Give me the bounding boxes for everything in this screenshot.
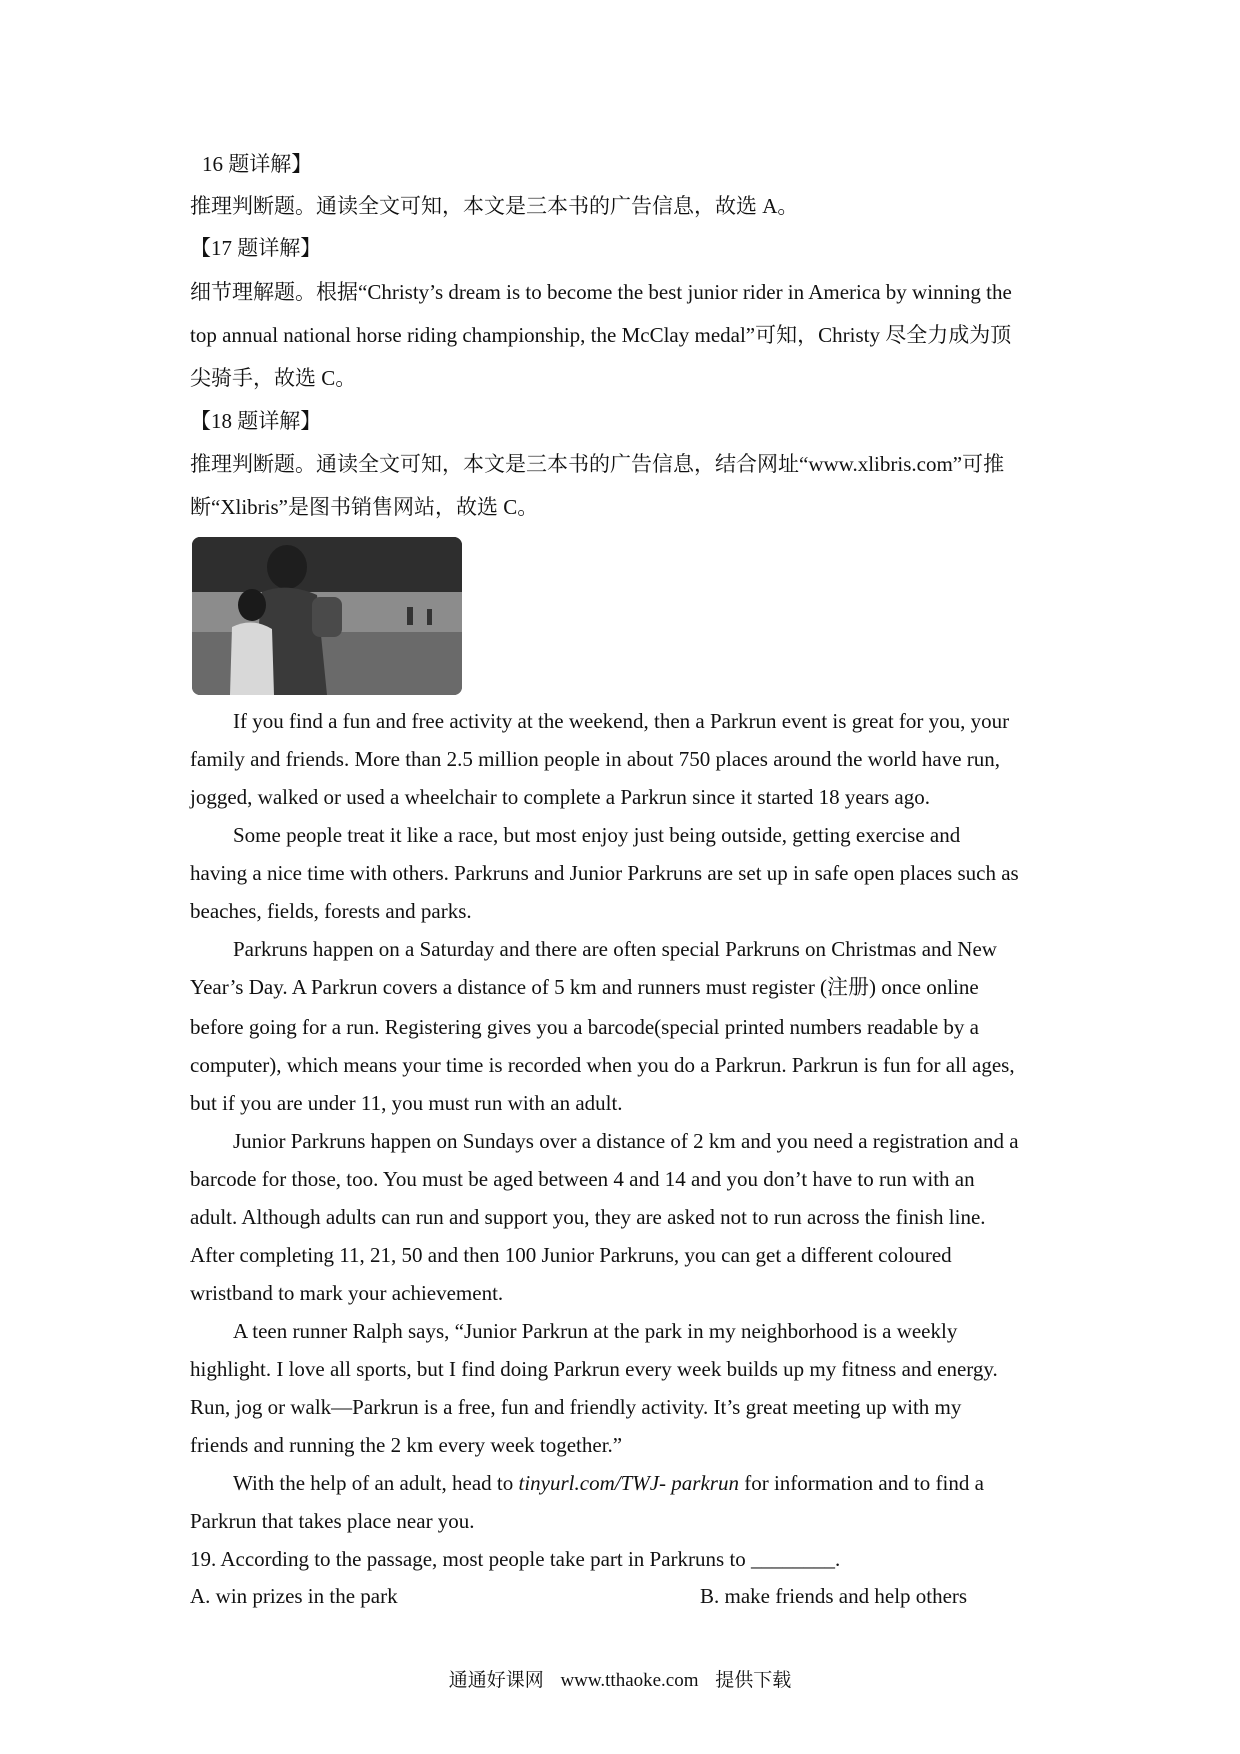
para1-line3: jogged, walked or used a wheelchair to complete a Parkrun since it started 18 years ago.	[190, 785, 930, 809]
para6-line1	[233, 1469, 1113, 1497]
footer-url[interactable]: www.tthaoke.com	[560, 1670, 699, 1691]
para3-line5: but if you are under 11, you must run with an adult.	[190, 1091, 623, 1115]
para4-line3: adult. Although adults can run and support you, they are asked not to run across the finish line.	[190, 1205, 986, 1229]
para2-line3: beaches, fields, forests and parks.	[190, 899, 472, 923]
para1-line2: family and friends. More than 2.5 million people in about 750 places around the world have run,	[190, 747, 1001, 771]
q18-text-line1: 推理判断题。通读全文可知，本文是三本书的广告信息，结合网址“www.xlibris.com”可推	[190, 452, 1005, 476]
footer-action: 提供下载	[715, 1670, 792, 1691]
parkrun-link[interactable]: tinyurl.com/TWJ- parkrun	[518, 1471, 739, 1495]
para5-line4: friends and running the 2 km every week together.”	[190, 1433, 623, 1457]
option-b: B. make friends and help others	[700, 1584, 968, 1608]
para1-line1: If you find a fun and free activity at the weekend, then a Parkrun event is great for you, your	[233, 709, 1010, 733]
q16-text: 推理判断题。通读全文可知，本文是三本书的广告信息，故选 A。	[190, 194, 799, 218]
para3-line4: computer), which means your time is recorded when you do a Parkrun. Parkrun is fun for all ages,	[190, 1053, 1015, 1077]
para5-line3: Run, jog or walk—Parkrun is a free, fun and friendly activity. It’s great meeting up with my	[190, 1395, 962, 1419]
para3-line1: Parkruns happen on a Saturday and there are often special Parkruns on Christmas and New	[233, 937, 997, 961]
q17-heading: 【17 题详解】	[190, 236, 322, 260]
option-a: A. win prizes in the park	[190, 1584, 398, 1608]
para4-line4: After completing 11, 21, 50 and then 100 Junior Parkruns, you can get a different coloured	[190, 1243, 952, 1267]
question-19-stem: 19. According to the passage, most people take part in Parkruns to ________.	[190, 1547, 841, 1571]
para3-line2: Year’s Day. A Parkrun covers a distance of 5 km and runners must register (注册) once online	[190, 975, 979, 999]
para3-line3: before going for a run. Registering gives you a barcode(special printed numbers readable by a	[190, 1015, 979, 1039]
para4-line2: barcode for those, too. You must be aged between 4 and 14 and you don’t have to run with an	[190, 1167, 975, 1191]
passage-photo	[192, 537, 462, 695]
para6-line2: Parkrun that takes place near you.	[190, 1509, 475, 1533]
para4-line5: wristband to mark your achievement.	[190, 1281, 504, 1305]
para2-line2: having a nice time with others. Parkruns and Junior Parkruns are set up in safe open places such as	[190, 861, 1019, 885]
q18-heading: 【18 题详解】	[190, 409, 322, 433]
footer-site-name: 通通好课网	[448, 1670, 544, 1691]
para6-pre: With the help of an adult, head to	[233, 1471, 519, 1495]
para5-line2: highlight. I love all sports, but I find doing Parkrun every week builds up my fitness and energy.	[190, 1357, 998, 1381]
para4-line1: Junior Parkruns happen on Sundays over a distance of 2 km and you need a registration and a	[233, 1129, 1019, 1153]
para6-post: for information and to find a	[738, 1471, 984, 1495]
photo-illustration	[192, 537, 462, 695]
para2-line1: Some people treat it like a race, but most enjoy just being outside, getting exercise and	[233, 823, 961, 847]
q17-text-line2: top annual national horse riding championship, the McClay medal”可知，Christy 尽全力成为顶	[190, 323, 1012, 347]
page-footer	[0, 1668, 1240, 1694]
q17-text-line1: 细节理解题。根据“Christy’s dream is to become the best junior rider in America by winning the	[190, 280, 1012, 304]
q16-heading: 16 题详解】	[202, 152, 313, 176]
q17-text-line3: 尖骑手，故选 C。	[190, 366, 357, 390]
para5-line1: A teen runner Ralph says, “Junior Parkrun at the park in my neighborhood is a weekly	[233, 1319, 958, 1343]
question-19-options	[190, 1582, 1070, 1610]
q18-text-line2: 断“Xlibris”是图书销售网站，故选 C。	[190, 495, 539, 519]
